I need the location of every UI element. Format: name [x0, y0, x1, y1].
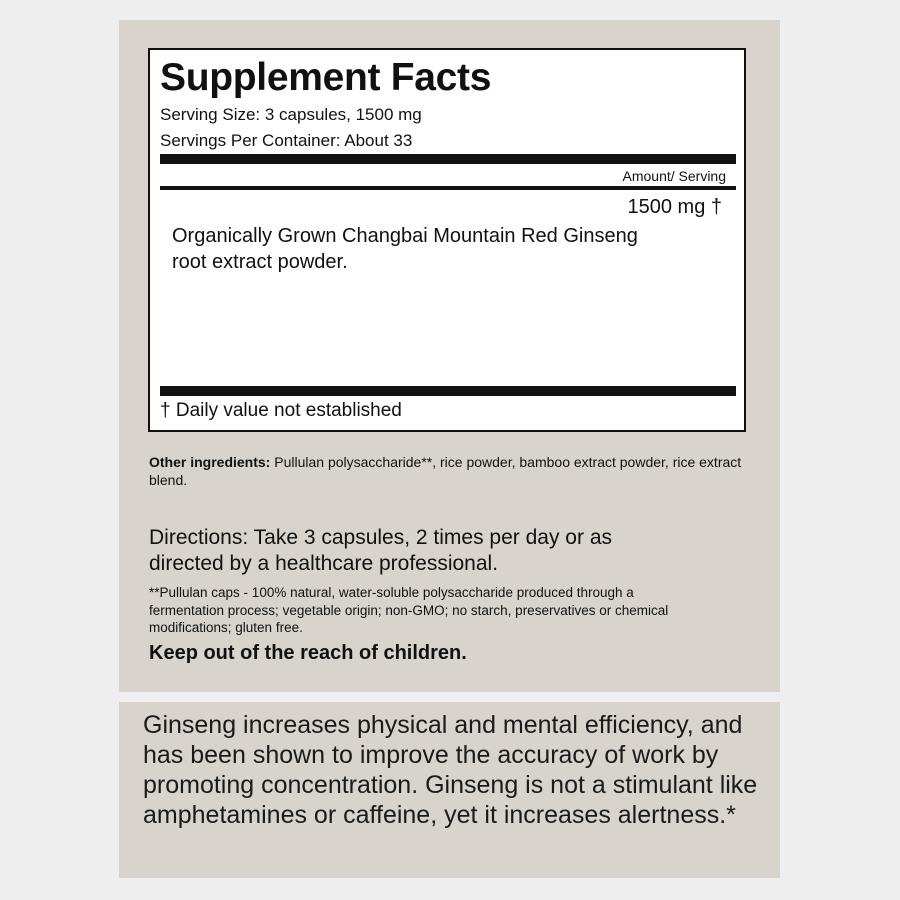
ingredient-name: Organically Grown Changbai Mountain Red Ginseng root extract powder. — [172, 225, 638, 273]
pullulan-note: **Pullulan caps - 100% natural, water-soluble polysaccharide produced through a fermentation process; vegetable origin; non-GMO; no starch, preservatives or chemical modifications; gluten free. — [149, 585, 669, 635]
amount-serving-header: Amount/ Serving — [622, 168, 726, 184]
other-ingredients-text: Pullulan polysaccharide**, rice powder, bamboo extract powder, rice extract blend. — [149, 454, 742, 488]
daily-value-note: † Daily value not established — [160, 400, 402, 421]
servings-per-container: Servings Per Container: About 33 — [160, 131, 413, 150]
supplement-facts-box — [148, 48, 746, 432]
other-ingredients — [149, 453, 749, 489]
thin-divider — [160, 186, 736, 190]
child-warning: Keep out of the reach of children. — [149, 642, 467, 664]
serving-size: Serving Size: 3 capsules, 1500 mg — [160, 105, 422, 124]
facts-title: Supplement Facts — [160, 56, 492, 99]
directions: Directions: Take 3 capsules, 2 times per day or as directed by a healthcare professional. — [149, 526, 612, 575]
benefit-text: Ginseng increases physical and mental efficiency, and has been shown to improve the accuracy of work by promoting concentration. Ginseng is not a stimulant like amphetamines or caffeine, yet it increases alertness.* — [143, 711, 758, 829]
thick-divider — [160, 154, 736, 164]
other-ingredients-label: Other ingredients: — [149, 454, 271, 470]
amount-value: 1500 mg † — [627, 196, 722, 218]
thick-divider-bottom — [160, 386, 736, 396]
